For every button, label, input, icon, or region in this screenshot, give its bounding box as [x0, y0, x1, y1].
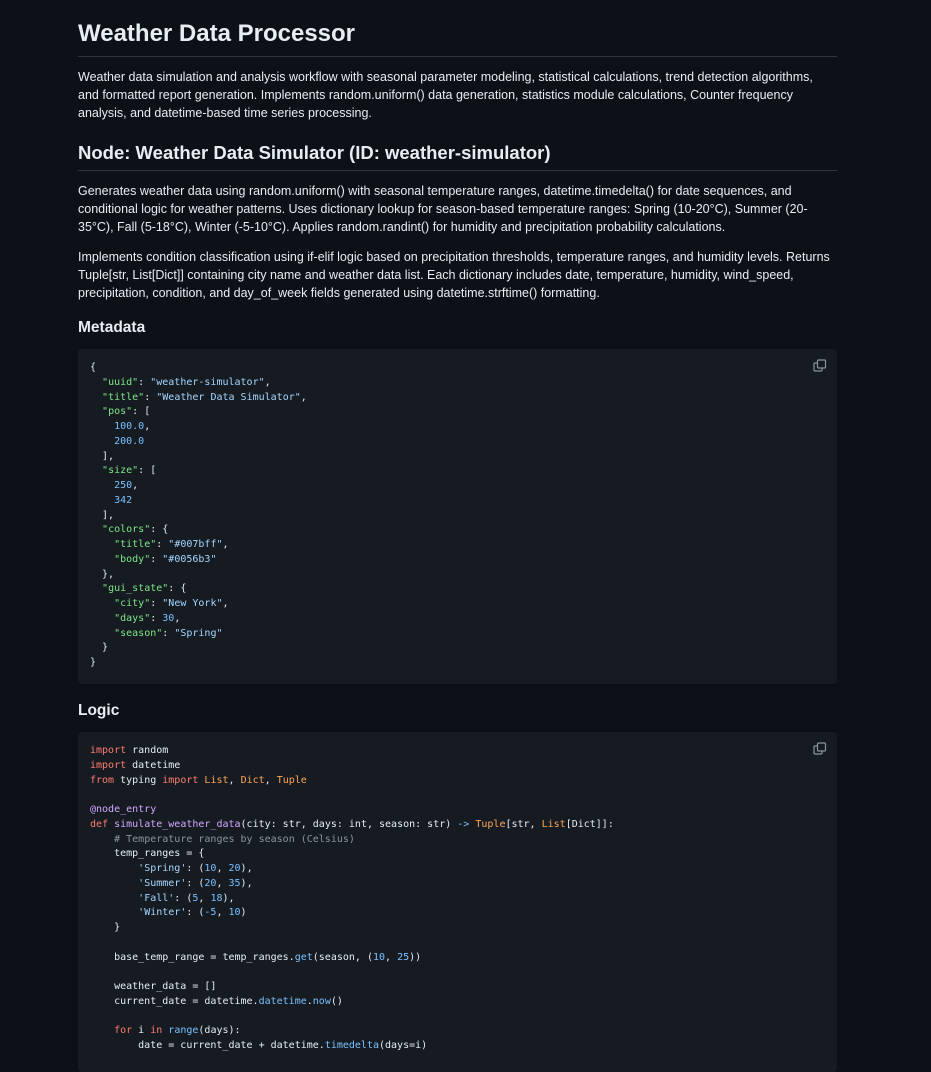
node-description-1: Generates weather data using random.uniform() with seasonal temperature ranges, datetime.timedelta() for date sequences, and conditional logic for weather patterns. Uses dictionary lookup for season-based temperature ranges: Spring (10-20°C), Summer (20-35°C), Fall (5-18°C), Winter (-5-10°C). Applies random.randint() for humidity and precipitation probability calculations.	[78, 184, 808, 234]
page-title: Weather Data Processor	[78, 18, 837, 57]
logic-heading: Logic	[78, 702, 120, 719]
copy-icon[interactable]	[813, 742, 827, 756]
node-heading: Node: Weather Data Simulator (ID: weather-simulator)	[78, 140, 837, 171]
node-description-2: Implements condition classification using if-elif logic based on precipitation thresholds, temperature ranges, and humidity levels. Returns Tuple[str, List[Dict]] containing city name and weather data list. Each dictionary includes date, temperature, humidity, wind_speed, precipitation, condition, and day_of_week fields generated using datetime.strftime() formatting.	[78, 250, 830, 300]
logic-code: import random import datetime from typing import List, Dict, Tuple @node_entry def simulate_weather_data(city: str, days: int, season: str) -> Tuple[str, List[Dict]]: # Temperature ranges by season (Celsius) temp_ranges = { 'Spring': (10, 20), 'Summer': (20, 35), 'Fall': (5, 18), 'Winter': (-5, 10) } base_temp_range = temp_ranges.get(season, (10, 25)) weather_data = [] current_date = datetime.datetime.now() for i in range(days): date = current_date + datetime.timedelta(days=i)	[90, 745, 614, 1051]
intro-paragraph: Weather data simulation and analysis workflow with seasonal parameter modeling, statistical calculations, trend detection algorithms, and formatted report generation. Implements random.uniform() data generation, statistics module calculations, Counter frequency analysis, and datetime-based time series processing.	[78, 70, 813, 120]
logic-code-block	[78, 732, 837, 1072]
metadata-heading: Metadata	[78, 319, 146, 336]
metadata-code-block	[78, 349, 837, 684]
metadata-code: { "uuid": "weather-simulator", "title": "Weather Data Simulator", "pos": [ 100.0, 200.0 ], "size": [ 250, 342 ], "colors": { "title": "#007bff", "body": "#0056b3" }, "gui_state": { "city": "New York", "days": 30, "season": "Spring" } }	[90, 362, 307, 668]
copy-icon[interactable]	[813, 359, 827, 373]
